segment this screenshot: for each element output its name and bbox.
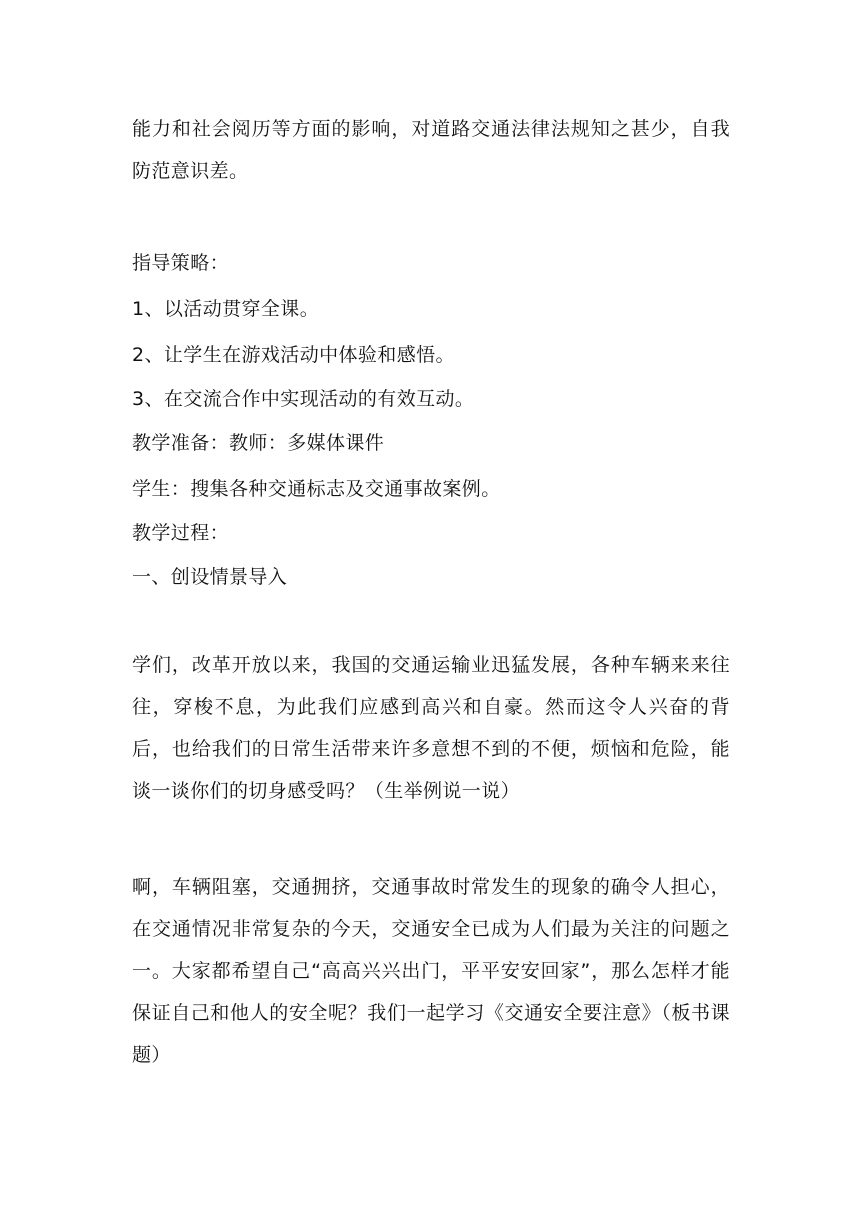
- teaching-prep-student: 学生：搜集各种交通标志及交通事故案例。: [132, 478, 501, 500]
- strategy-item-3: 3、在交流合作中实现活动的有效互动。: [132, 388, 475, 410]
- strategy-item-2: 2、让学生在游戏活动中体验和感悟。: [132, 344, 455, 366]
- process-heading: 教学过程：: [132, 522, 230, 544]
- strategy-item-1: 1、以活动贯穿全课。: [132, 298, 320, 320]
- teaching-prep-teacher: 教学准备：教师：多媒体课件: [132, 432, 385, 454]
- section-1-heading: 一、创设情景导入: [132, 566, 288, 588]
- strategy-heading: 指导策略：: [132, 252, 230, 274]
- intro-scenario-paragraph: 学们，改革开放以来，我国的交通运输业迅猛发展，各种车辆来来往往，穿梭不息，为此我们应感到高兴和自豪。然而这令人兴奋的背后，也给我们的日常生活带来许多意想不到的不便，烦恼和危险，能谈一谈你们的切身感受吗？（生举例说一说）: [132, 654, 730, 802]
- intro-paragraph: 能力和社会阅历等方面的影响，对道路交通法律法规知之甚少，自我防范意识差。: [132, 118, 730, 182]
- safety-question-paragraph: 啊，车辆阻塞，交通拥挤，交通事故时常发生的现象的确令人担心，在交通情况非常复杂的今天，交通安全已成为人们最为关注的问题之一。大家都希望自己“高高兴兴出门，平平安安回家”，那么怎样才能保证自己和他人的安全呢？我们一起学习《交通安全要注意》（板书课题）: [132, 876, 730, 1066]
